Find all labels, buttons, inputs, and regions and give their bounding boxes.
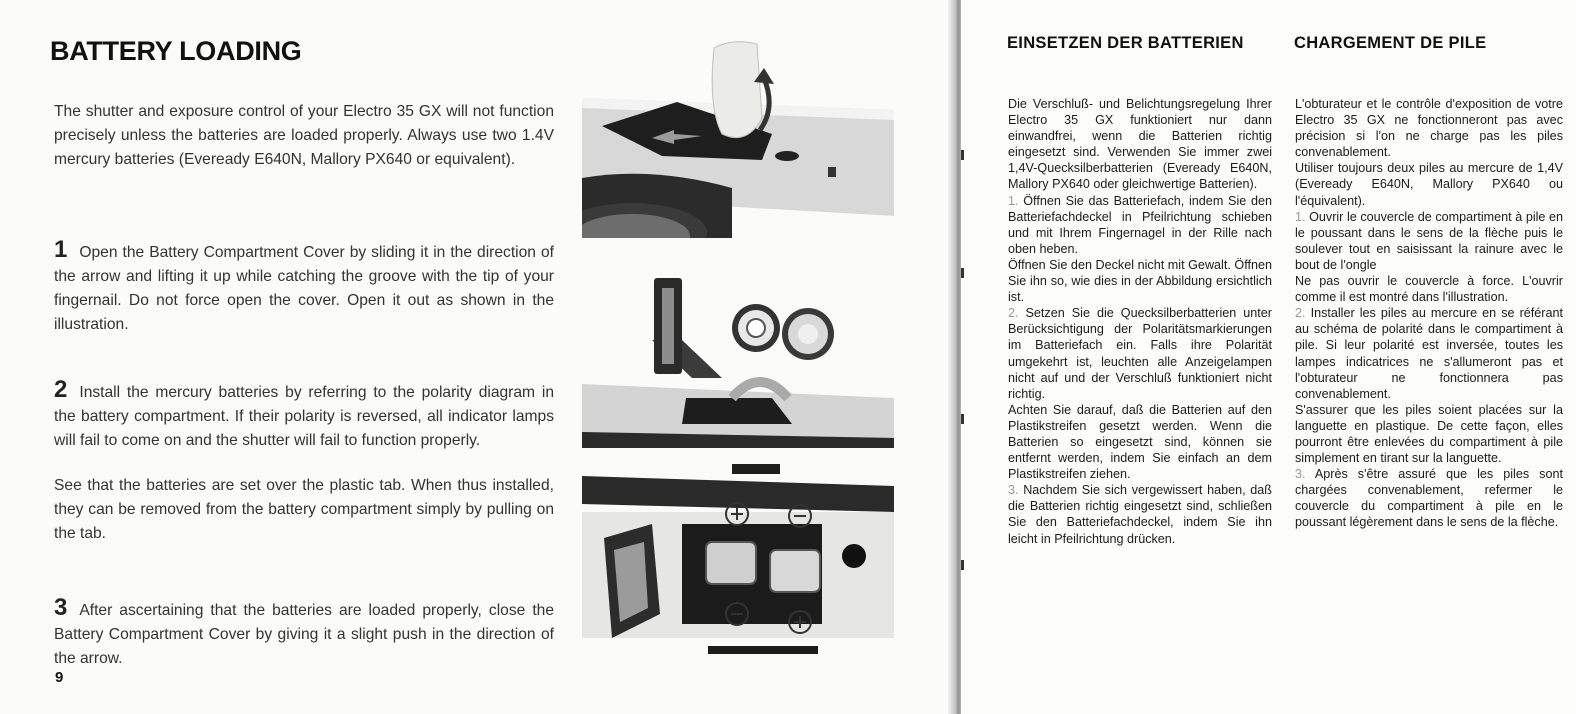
step-number: 3 xyxy=(54,594,68,621)
illustration-open-cover xyxy=(582,38,894,238)
german-intro: Die Verschluß- und Belichtungsregelung Ihrer Electro 35 GX funktioniert nur dann einwandfrei, wenn die Batterien richtig eingesetzt sind. Verwenden Sie immer zwei 1,4V-Quecksilberbatterien (Eveready E640N, Mallory PX640 oder gleichwertige Batterien). xyxy=(1008,97,1272,192)
step-number: 2. xyxy=(1008,306,1019,321)
step-number: 2. xyxy=(1295,306,1306,321)
step-text: Öffnen Sie den Deckel nicht mit Gewalt. Öffnen Sie ihn so, wie dies in der Abbildung ersichtlich ist. xyxy=(1008,257,1272,305)
german-title: EINSETZEN DER BATTERIEN xyxy=(1007,34,1244,52)
page-mark xyxy=(961,150,964,160)
step-text: Après s'être assuré que les piles sont chargées convenablement, refermer le couvercle du compartiment à pile en le poussant légèrement dans le sens de la flèche. xyxy=(1295,467,1563,530)
step-text: After ascertaining that the batteries are loaded properly, close the Battery Compartment Cover by giving it a slight push in the direction of the arrow. xyxy=(54,602,554,667)
step-2 xyxy=(54,378,554,453)
intro-paragraph: The shutter and exposure control of your Electro 35 GX will not function precisely unless the batteries are loaded properly. Always use two 1.4V mercury batteries (Eveready E640N, Mallory PX640 or equivalent). xyxy=(54,103,554,168)
french-step xyxy=(1295,466,1563,530)
step-number: 1 xyxy=(54,236,68,263)
page-mark xyxy=(961,268,964,278)
step-text: S'assurer que les piles soient placées sur la languette en plastique. De cette façon, elles pourront être enlevées du compartiment à pile simplement en tirant sur la languette. xyxy=(1295,402,1563,466)
illustration-batteries-out xyxy=(582,248,894,448)
german-step xyxy=(1008,482,1272,546)
french-step xyxy=(1295,273,1563,305)
french-step xyxy=(1295,402,1563,466)
german-step xyxy=(1008,257,1272,305)
step-number: 3. xyxy=(1008,483,1019,498)
german-step xyxy=(1008,193,1272,257)
french-title: CHARGEMENT DE PILE xyxy=(1294,34,1487,52)
right-page xyxy=(961,0,1576,714)
step-text: Utiliser toujours deux piles au mercure de 1,4V (Eveready E640N, Mallory PX640 ou l'équivalent). xyxy=(1295,161,1563,208)
step-3 xyxy=(54,596,554,671)
german-column xyxy=(1008,96,1272,547)
french-column xyxy=(1295,96,1563,531)
step-number: 3. xyxy=(1295,467,1306,482)
french-step xyxy=(1295,160,1563,208)
step-text: Öffnen Sie das Batteriefach, indem Sie den Batteriefachdeckel in Pfeilrichtung schieben und mit Ihrem Fingernagel in der Rille nach oben heben. xyxy=(1008,193,1272,256)
german-step xyxy=(1008,402,1272,482)
step-2-note: See that the batteries are set over the plastic tab. When thus installed, they can be removed from the battery compartment simply by pulling on the tab. xyxy=(54,477,554,542)
french-step xyxy=(1295,209,1563,273)
illustrations xyxy=(582,38,894,658)
french-step xyxy=(1295,305,1563,402)
step-number: 2 xyxy=(54,376,68,403)
step-text: Nachdem Sie sich vergewissert haben, daß die Batterien richtig eingesetzt sind, schließen Sie den Batteriefachdeckel, indem Sie ihn leicht in Pfeilrichtung drücken. xyxy=(1008,483,1272,546)
step-number: 1. xyxy=(1008,193,1019,208)
german-step xyxy=(1008,305,1272,402)
step-text: Setzen Sie die Quecksilberbatterien unter Berücksichtigung der Polaritätsmarkierungen im Batteriefach ein. Falls ihre Polarität umgekehrt ist, leuchten alle Anzeigelampen nicht auf und der Verschluß funktioniert nicht richtig. xyxy=(1008,306,1272,401)
step-text: Install the mercury batteries by referring to the polarity diagram in the battery compartment. If their polarity is reversed, all indicator lamps will fail to come on and the shutter will fail to function properly. xyxy=(54,384,554,449)
step-text: Achten Sie darauf, daß die Batterien auf den Plastikstreifen gesetzt werden. Wenn die Batterien so eingesetzt sind, können sie entfernt werden, indem Sie einfach an dem Plastikstreifen ziehen. xyxy=(1008,402,1272,482)
french-intro: L'obturateur et le contrôle d'exposition de votre Electro 35 GX ne fonctionneront pas avec précision si l'on ne charge pas les piles convenablement. xyxy=(1295,97,1563,160)
page-number: 9 xyxy=(55,669,64,686)
step-text: Open the Battery Compartment Cover by sliding it in the direction of the arrow and lifting it up while catching the groove with the tip of your fingernail. Do not force open the cover. Open it out as shown in the illustration. xyxy=(54,244,554,333)
step-number: 1. xyxy=(1295,209,1306,224)
step-text: Ne pas ouvrir le couvercle à force. L'ouvrir comme il est montré dans l'illustration. xyxy=(1295,274,1563,305)
page-title: BATTERY LOADING xyxy=(50,36,302,66)
step-text: Installer les piles au mercure en se référant au schéma de polarité dans le compartiment à pile. Si leur polarité est inversée, toutes les lampes indicatrices ne s'allumeront pas et l'obturateur ne fonctionnera pas convenablement. xyxy=(1295,306,1563,401)
page-mark xyxy=(961,414,964,424)
page-mark xyxy=(961,560,964,570)
step-1 xyxy=(54,238,554,337)
illustration-batteries-installed xyxy=(582,458,894,658)
step-text: Ouvrir le couvercle de compartiment à pile en le poussant dans le sens de la flèche puis le soulever tout en saisissant la rainure avec le bout de l'ongle xyxy=(1295,209,1564,272)
